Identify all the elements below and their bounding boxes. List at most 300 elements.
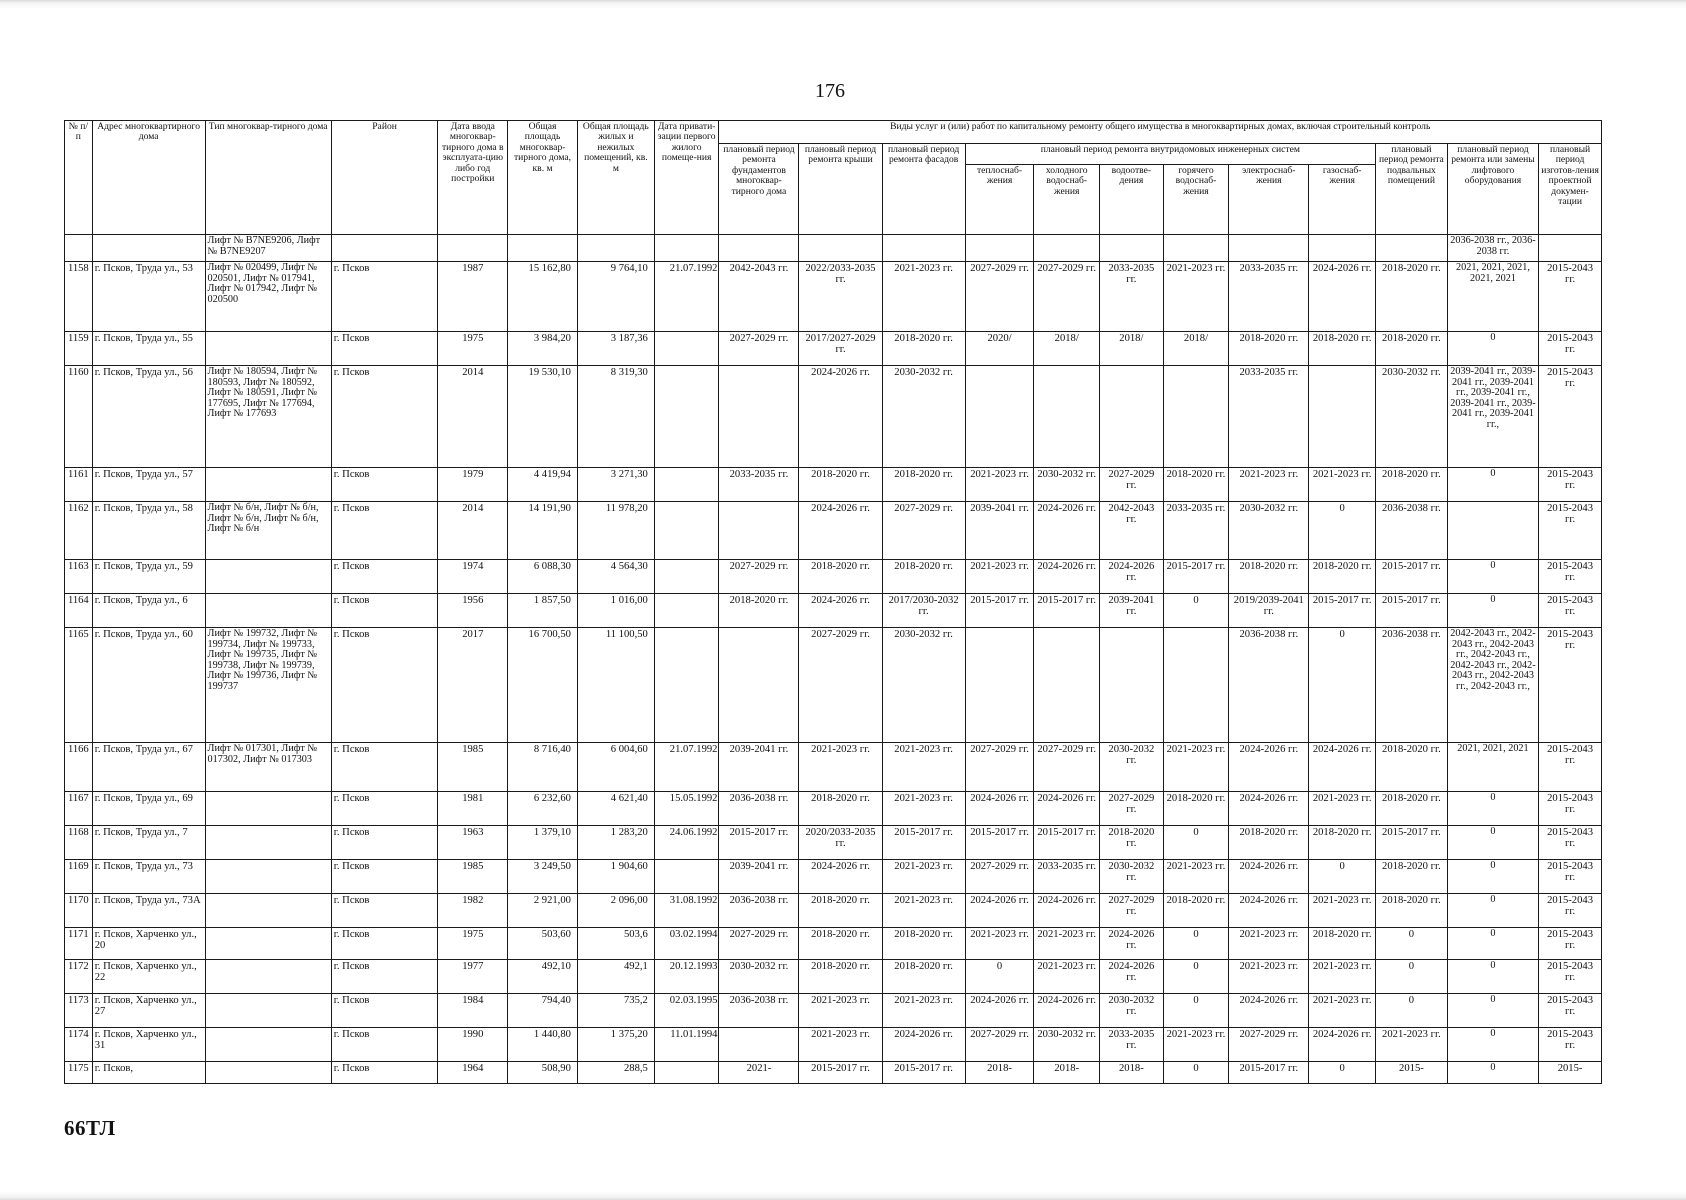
row-electricity: 2021-2023 гг. [1229, 468, 1309, 502]
row-facade [882, 235, 965, 262]
row-number: 1170 [65, 894, 93, 928]
table-row [65, 792, 1602, 826]
row-commission-year: 1975 [438, 332, 508, 366]
row-hot-water: 2018-2020 гг. [1163, 792, 1229, 826]
row-district: г. Псков [331, 860, 438, 894]
row-commission-year: 1990 [438, 1028, 508, 1062]
row-drainage: 2027-2029 гг. [1100, 468, 1164, 502]
row-privatization-date [654, 628, 719, 743]
row-facade: 2030-2032 гг. [882, 628, 965, 743]
row-foundation [719, 628, 799, 743]
row-commission-year: 2017 [438, 628, 508, 743]
row-elevator: 0 [1447, 826, 1538, 860]
row-elevator: 0 [1447, 332, 1538, 366]
row-address: г. Псков, Труда ул., 57 [92, 468, 205, 502]
row-hot-water: 2033-2035 гг. [1163, 502, 1229, 560]
row-address: г. Псков, Труда ул., 69 [92, 792, 205, 826]
header-engineering-group: плановый период ремонта внутридомовых инженерных систем [965, 144, 1375, 165]
row-drainage: 2018/ [1100, 332, 1164, 366]
row-heating: 2018- [965, 1062, 1034, 1084]
row-total-area: 503,60 [508, 928, 578, 960]
row-design-docs: 2015-2043 гг. [1539, 826, 1602, 860]
header-facade: плановый период ремонта фасадов [882, 144, 965, 235]
row-building-type: Лифт № B7NE9206, Лифт № B7NE9207 [205, 235, 331, 262]
row-district: г. Псков [331, 468, 438, 502]
header-gas: газоснаб-жения [1309, 165, 1376, 235]
table-row [65, 468, 1602, 502]
row-electricity: 2033-2035 гг. [1229, 366, 1309, 468]
row-heating [965, 366, 1034, 468]
row-gas: 0 [1309, 502, 1376, 560]
row-heating: 2021-2023 гг. [965, 928, 1034, 960]
row-design-docs: 2015-2043 гг. [1539, 928, 1602, 960]
row-total-area: 794,40 [508, 994, 578, 1028]
row-commission-year: 1984 [438, 994, 508, 1028]
row-cold-water: 2027-2029 гг. [1034, 262, 1100, 332]
row-roof: 2024-2026 гг. [799, 502, 882, 560]
header-district: Район [331, 121, 438, 235]
header-services-group: Виды услуг и (или) работ по капитальному ремонту общего имущества в многоквартирных домах, включая строительный контроль [719, 121, 1602, 144]
row-roof: 2024-2026 гг. [799, 860, 882, 894]
row-total-area: 492,10 [508, 960, 578, 994]
row-design-docs: 2015-2043 гг. [1539, 332, 1602, 366]
row-commission-year: 1985 [438, 743, 508, 792]
row-design-docs: 2015-2043 гг. [1539, 262, 1602, 332]
table-row [65, 1062, 1602, 1084]
table-row [65, 928, 1602, 960]
row-elevator: 0 [1447, 1062, 1538, 1084]
row-number: 1158 [65, 262, 93, 332]
row-gas: 0 [1309, 628, 1376, 743]
row-foundation: 2036-2038 гг. [719, 994, 799, 1028]
row-privatization-date [654, 235, 719, 262]
row-design-docs: 2015-2043 гг. [1539, 628, 1602, 743]
row-number: 1169 [65, 860, 93, 894]
row-basement: 2018-2020 гг. [1376, 894, 1448, 928]
row-heating [965, 235, 1034, 262]
row-hot-water: 2021-2023 гг. [1163, 262, 1229, 332]
row-drainage: 2030-2032 гг. [1100, 743, 1164, 792]
row-commission-year: 1985 [438, 860, 508, 894]
row-gas: 2018-2020 гг. [1309, 826, 1376, 860]
row-privatization-date [654, 594, 719, 628]
row-gas: 2021-2023 гг. [1309, 792, 1376, 826]
row-building-type [205, 860, 331, 894]
row-design-docs: 2015-2043 гг. [1539, 960, 1602, 994]
row-electricity: 2019/2039-2041 гг. [1229, 594, 1309, 628]
row-hot-water: 0 [1163, 594, 1229, 628]
row-address [92, 235, 205, 262]
row-hot-water: 2018-2020 гг. [1163, 468, 1229, 502]
row-commission-year: 1974 [438, 560, 508, 594]
row-number: 1159 [65, 332, 93, 366]
row-privatization-date [654, 332, 719, 366]
row-basement: 2018-2020 гг. [1376, 792, 1448, 826]
row-living-area: 1 375,20 [577, 1028, 654, 1062]
header-privatization-date: Дата привати-зации первого жилого помеще-ния [654, 121, 719, 235]
row-elevator [1447, 502, 1538, 560]
row-cold-water [1034, 628, 1100, 743]
row-district: г. Псков [331, 994, 438, 1028]
header-total-area: Общая площадь многоквар-тирного дома, кв. м [508, 121, 578, 235]
row-address: г. Псков, Труда ул., 67 [92, 743, 205, 792]
row-basement: 2018-2020 гг. [1376, 743, 1448, 792]
row-heating: 2024-2026 гг. [965, 894, 1034, 928]
row-district: г. Псков [331, 502, 438, 560]
row-gas: 2021-2023 гг. [1309, 994, 1376, 1028]
row-basement: 2021-2023 гг. [1376, 1028, 1448, 1062]
row-foundation: 2039-2041 гг. [719, 860, 799, 894]
row-cold-water [1034, 235, 1100, 262]
row-cold-water: 2030-2032 гг. [1034, 1028, 1100, 1062]
row-electricity [1229, 235, 1309, 262]
row-address: г. Псков, Труда ул., 53 [92, 262, 205, 332]
scan-edge-bottom [0, 1191, 1686, 1200]
row-electricity: 2018-2020 гг. [1229, 560, 1309, 594]
row-gas [1309, 366, 1376, 468]
row-roof: 2021-2023 гг. [799, 743, 882, 792]
row-basement: 2018-2020 гг. [1376, 332, 1448, 366]
row-design-docs: 2015-2043 гг. [1539, 468, 1602, 502]
row-elevator: 0 [1447, 594, 1538, 628]
row-facade: 2021-2023 гг. [882, 743, 965, 792]
row-electricity: 2018-2020 гг. [1229, 332, 1309, 366]
row-living-area: 8 319,30 [577, 366, 654, 468]
row-address: г. Псков, Труда ул., 73А [92, 894, 205, 928]
row-heating: 0 [965, 960, 1034, 994]
row-foundation: 2030-2032 гг. [719, 960, 799, 994]
row-privatization-date: 21.07.1992 [654, 262, 719, 332]
row-number: 1161 [65, 468, 93, 502]
row-commission-year: 1963 [438, 826, 508, 860]
row-living-area: 11 100,50 [577, 628, 654, 743]
row-cold-water: 2015-2017 гг. [1034, 594, 1100, 628]
row-privatization-date [654, 560, 719, 594]
row-cold-water: 2027-2029 гг. [1034, 743, 1100, 792]
row-number [65, 235, 93, 262]
row-facade: 2021-2023 гг. [882, 994, 965, 1028]
row-drainage: 2042-2043 гг. [1100, 502, 1164, 560]
row-total-area: 6 232,60 [508, 792, 578, 826]
row-district: г. Псков [331, 560, 438, 594]
row-roof: 2018-2020 гг. [799, 894, 882, 928]
row-building-type [205, 826, 331, 860]
row-number: 1172 [65, 960, 93, 994]
row-elevator: 2021, 2021, 2021, 2021, 2021 [1447, 262, 1538, 332]
row-basement [1376, 235, 1448, 262]
row-district: г. Псков [331, 332, 438, 366]
row-living-area: 492,1 [577, 960, 654, 994]
row-address: г. Псков, Труда ул., 56 [92, 366, 205, 468]
row-basement: 2018-2020 гг. [1376, 468, 1448, 502]
row-building-type [205, 1028, 331, 1062]
row-total-area: 2 921,00 [508, 894, 578, 928]
row-elevator: 2042-2043 гг., 2042-2043 гг., 2042-2043 гг., 2042-2043 гг., 2042-2043 гг., 2042-2043 гг., 2042-2043 гг., 2042-2043 гг., [1447, 628, 1538, 743]
row-gas: 0 [1309, 860, 1376, 894]
row-heating [965, 628, 1034, 743]
row-cold-water [1034, 366, 1100, 468]
row-basement: 0 [1376, 960, 1448, 994]
row-living-area: 11 978,20 [577, 502, 654, 560]
row-address: г. Псков, Харченко ул., 27 [92, 994, 205, 1028]
row-privatization-date: 31.08.1992 [654, 894, 719, 928]
header-num: № п/п [65, 121, 93, 235]
row-electricity: 2036-2038 гг. [1229, 628, 1309, 743]
row-district: г. Псков [331, 1028, 438, 1062]
row-district: г. Псков [331, 894, 438, 928]
table-row [65, 594, 1602, 628]
row-hot-water: 2021-2023 гг. [1163, 743, 1229, 792]
row-basement: 2015-2017 гг. [1376, 560, 1448, 594]
row-basement: 2036-2038 гг. [1376, 628, 1448, 743]
row-number: 1175 [65, 1062, 93, 1084]
row-privatization-date: 20.12.1993 [654, 960, 719, 994]
row-elevator: 2021, 2021, 2021 [1447, 743, 1538, 792]
row-drainage: 2018-2020 гг. [1100, 826, 1164, 860]
table-row [65, 502, 1602, 560]
row-elevator: 2039-2041 гг., 2039-2041 гг., 2039-2041 гг., 2039-2041 гг., 2039-2041 гг., 2039-2041 гг., 2039-2041 гг., [1447, 366, 1538, 468]
row-building-type: Лифт № б/н, Лифт № б/н, Лифт № б/н, Лифт № б/н, Лифт № б/н [205, 502, 331, 560]
row-cold-water: 2024-2026 гг. [1034, 994, 1100, 1028]
row-cold-water: 2024-2026 гг. [1034, 894, 1100, 928]
row-foundation: 2027-2029 гг. [719, 332, 799, 366]
row-roof: 2021-2023 гг. [799, 994, 882, 1028]
row-district: г. Псков [331, 960, 438, 994]
scan-edge-top [0, 0, 1686, 9]
row-district: г. Псков [331, 594, 438, 628]
row-commission-year: 1987 [438, 262, 508, 332]
row-number: 1171 [65, 928, 93, 960]
row-roof: 2018-2020 гг. [799, 960, 882, 994]
row-drainage [1100, 366, 1164, 468]
row-heating: 2015-2017 гг. [965, 826, 1034, 860]
row-total-area: 14 191,90 [508, 502, 578, 560]
row-address: г. Псков, Харченко ул., 20 [92, 928, 205, 960]
row-number: 1162 [65, 502, 93, 560]
row-privatization-date [654, 366, 719, 468]
row-living-area: 3 271,30 [577, 468, 654, 502]
capital-repair-table [64, 120, 1602, 1084]
row-privatization-date: 21.07.1992 [654, 743, 719, 792]
row-living-area: 1 904,60 [577, 860, 654, 894]
row-design-docs: 2015-2043 гг. [1539, 792, 1602, 826]
row-electricity: 2024-2026 гг. [1229, 860, 1309, 894]
row-address: г. Псков, Харченко ул., 22 [92, 960, 205, 994]
row-electricity: 2024-2026 гг. [1229, 894, 1309, 928]
row-heating: 2015-2017 гг. [965, 594, 1034, 628]
row-living-area: 1 016,00 [577, 594, 654, 628]
row-drainage: 2027-2029 гг. [1100, 894, 1164, 928]
row-foundation [719, 366, 799, 468]
row-commission-year: 1975 [438, 928, 508, 960]
row-gas: 2024-2026 гг. [1309, 1028, 1376, 1062]
row-building-type: Лифт № 180594, Лифт № 180593, Лифт № 180592, Лифт № 180591, Лифт № 177695, Лифт № 177694, Лифт № 177693 [205, 366, 331, 468]
row-building-type: Лифт № 199732, Лифт № 199734, Лифт № 199733, Лифт № 199735, Лифт № 199738, Лифт № 199739, Лифт № 199736, Лифт № 199737 [205, 628, 331, 743]
row-gas: 2021-2023 гг. [1309, 894, 1376, 928]
row-elevator: 0 [1447, 468, 1538, 502]
row-electricity: 2027-2029 гг. [1229, 1028, 1309, 1062]
row-drainage: 2024-2026 гг. [1100, 560, 1164, 594]
row-address: г. Псков, Труда ул., 58 [92, 502, 205, 560]
row-hot-water: 0 [1163, 1062, 1229, 1084]
header-elevator: плановый период ремонта или замены лифтового оборудования [1447, 144, 1538, 235]
row-cold-water: 2015-2017 гг. [1034, 826, 1100, 860]
row-basement: 2030-2032 гг. [1376, 366, 1448, 468]
row-hot-water: 2021-2023 гг. [1163, 860, 1229, 894]
row-facade: 2021-2023 гг. [882, 894, 965, 928]
row-hot-water: 0 [1163, 994, 1229, 1028]
row-facade: 2015-2017 гг. [882, 826, 965, 860]
row-foundation: 2039-2041 гг. [719, 743, 799, 792]
row-drainage [1100, 628, 1164, 743]
table-row [65, 560, 1602, 594]
row-facade: 2018-2020 гг. [882, 928, 965, 960]
row-drainage: 2027-2029 гг. [1100, 792, 1164, 826]
row-living-area: 735,2 [577, 994, 654, 1028]
row-drainage [1100, 235, 1164, 262]
row-commission-year: 1964 [438, 1062, 508, 1084]
row-number: 1164 [65, 594, 93, 628]
row-design-docs: 2015-2043 гг. [1539, 860, 1602, 894]
row-address: г. Псков, Труда ул., 55 [92, 332, 205, 366]
row-foundation: 2027-2029 гг. [719, 560, 799, 594]
row-foundation: 2027-2029 гг. [719, 928, 799, 960]
row-building-type [205, 1062, 331, 1084]
row-cold-water: 2033-2035 гг. [1034, 860, 1100, 894]
row-basement: 2036-2038 гг. [1376, 502, 1448, 560]
row-heating: 2027-2029 гг. [965, 262, 1034, 332]
row-design-docs: 2015-2043 гг. [1539, 502, 1602, 560]
row-foundation: 2018-2020 гг. [719, 594, 799, 628]
header-heating: теплоснаб-жения [965, 165, 1034, 235]
row-roof: 2015-2017 гг. [799, 1062, 882, 1084]
row-cold-water: 2021-2023 гг. [1034, 928, 1100, 960]
row-commission-year: 1982 [438, 894, 508, 928]
row-electricity: 2021-2023 гг. [1229, 928, 1309, 960]
header-drainage: водоотве-дения [1100, 165, 1164, 235]
row-hot-water: 0 [1163, 826, 1229, 860]
row-roof: 2027-2029 гг. [799, 628, 882, 743]
row-basement: 2015-2017 гг. [1376, 826, 1448, 860]
header-design-docs: плановый период изготов-ления проектной докумен-тации [1539, 144, 1602, 235]
row-electricity: 2021-2023 гг. [1229, 960, 1309, 994]
row-drainage: 2030-2032 гг. [1100, 994, 1164, 1028]
row-number: 1174 [65, 1028, 93, 1062]
row-total-area [508, 235, 578, 262]
row-privatization-date: 03.02.1994 [654, 928, 719, 960]
row-electricity: 2024-2026 гг. [1229, 994, 1309, 1028]
row-elevator: 0 [1447, 860, 1538, 894]
table-row [65, 628, 1602, 743]
row-roof: 2018-2020 гг. [799, 560, 882, 594]
table-row [65, 860, 1602, 894]
row-facade: 2018-2020 гг. [882, 560, 965, 594]
row-gas: 2018-2020 гг. [1309, 560, 1376, 594]
row-heating: 2024-2026 гг. [965, 792, 1034, 826]
table-row [65, 235, 1602, 262]
row-facade: 2021-2023 гг. [882, 792, 965, 826]
table-row [65, 332, 1602, 366]
row-commission-year: 2014 [438, 366, 508, 468]
row-basement: 0 [1376, 928, 1448, 960]
row-basement: 2018-2020 гг. [1376, 860, 1448, 894]
header-hot-water: горячего водоснаб-жения [1163, 165, 1229, 235]
row-foundation [719, 235, 799, 262]
table-row [65, 1028, 1602, 1062]
row-number: 1168 [65, 826, 93, 860]
row-living-area: 1 283,20 [577, 826, 654, 860]
row-foundation [719, 502, 799, 560]
footer-code: 66ТЛ [64, 1116, 116, 1140]
row-district: г. Псков [331, 366, 438, 468]
row-cold-water: 2024-2026 гг. [1034, 502, 1100, 560]
row-number: 1167 [65, 792, 93, 826]
row-commission-year: 1977 [438, 960, 508, 994]
row-district: г. Псков [331, 792, 438, 826]
row-number: 1165 [65, 628, 93, 743]
row-hot-water: 2018/ [1163, 332, 1229, 366]
row-facade: 2024-2026 гг. [882, 1028, 965, 1062]
page-number: 176 [815, 80, 845, 102]
row-cold-water: 2018/ [1034, 332, 1100, 366]
row-address: г. Псков, Труда ул., 73 [92, 860, 205, 894]
row-roof [799, 235, 882, 262]
row-gas: 2018-2020 гг. [1309, 332, 1376, 366]
row-living-area [577, 235, 654, 262]
row-elevator: 0 [1447, 928, 1538, 960]
row-commission-year: 1979 [438, 468, 508, 502]
row-living-area: 4 621,40 [577, 792, 654, 826]
row-living-area: 288,5 [577, 1062, 654, 1084]
row-total-area: 3 984,20 [508, 332, 578, 366]
row-drainage: 2030-2032 гг. [1100, 860, 1164, 894]
row-hot-water: 0 [1163, 928, 1229, 960]
row-design-docs: 2015-2043 гг. [1539, 366, 1602, 468]
row-living-area: 2 096,00 [577, 894, 654, 928]
row-living-area: 9 764,10 [577, 262, 654, 332]
header-electricity: электроснаб-жения [1229, 165, 1309, 235]
row-foundation: 2015-2017 гг. [719, 826, 799, 860]
row-facade: 2021-2023 гг. [882, 860, 965, 894]
row-total-area: 1 379,10 [508, 826, 578, 860]
row-cold-water: 2024-2026 гг. [1034, 792, 1100, 826]
row-drainage: 2018- [1100, 1062, 1164, 1084]
row-facade: 2017/2030-2032 гг. [882, 594, 965, 628]
row-building-type [205, 332, 331, 366]
row-number: 1173 [65, 994, 93, 1028]
row-gas [1309, 235, 1376, 262]
row-cold-water: 2024-2026 гг. [1034, 560, 1100, 594]
row-district: г. Псков [331, 262, 438, 332]
row-heating: 2021-2023 гг. [965, 468, 1034, 502]
table-row [65, 743, 1602, 792]
row-electricity: 2033-2035 гг. [1229, 262, 1309, 332]
row-facade: 2018-2020 гг. [882, 468, 965, 502]
row-electricity: 2015-2017 гг. [1229, 1062, 1309, 1084]
row-electricity: 2018-2020 гг. [1229, 826, 1309, 860]
header-type: Тип многоквар-тирного дома [205, 121, 331, 235]
row-facade: 2018-2020 гг. [882, 960, 965, 994]
row-total-area: 508,90 [508, 1062, 578, 1084]
row-total-area: 1 440,80 [508, 1028, 578, 1062]
row-facade: 2015-2017 гг. [882, 1062, 965, 1084]
row-foundation [719, 1028, 799, 1062]
header-living-area: Общая площадь жилых и нежилых помещений, кв. м [577, 121, 654, 235]
row-foundation: 2036-2038 гг. [719, 894, 799, 928]
row-hot-water [1163, 366, 1229, 468]
row-commission-year: 1981 [438, 792, 508, 826]
row-hot-water: 2015-2017 гг. [1163, 560, 1229, 594]
